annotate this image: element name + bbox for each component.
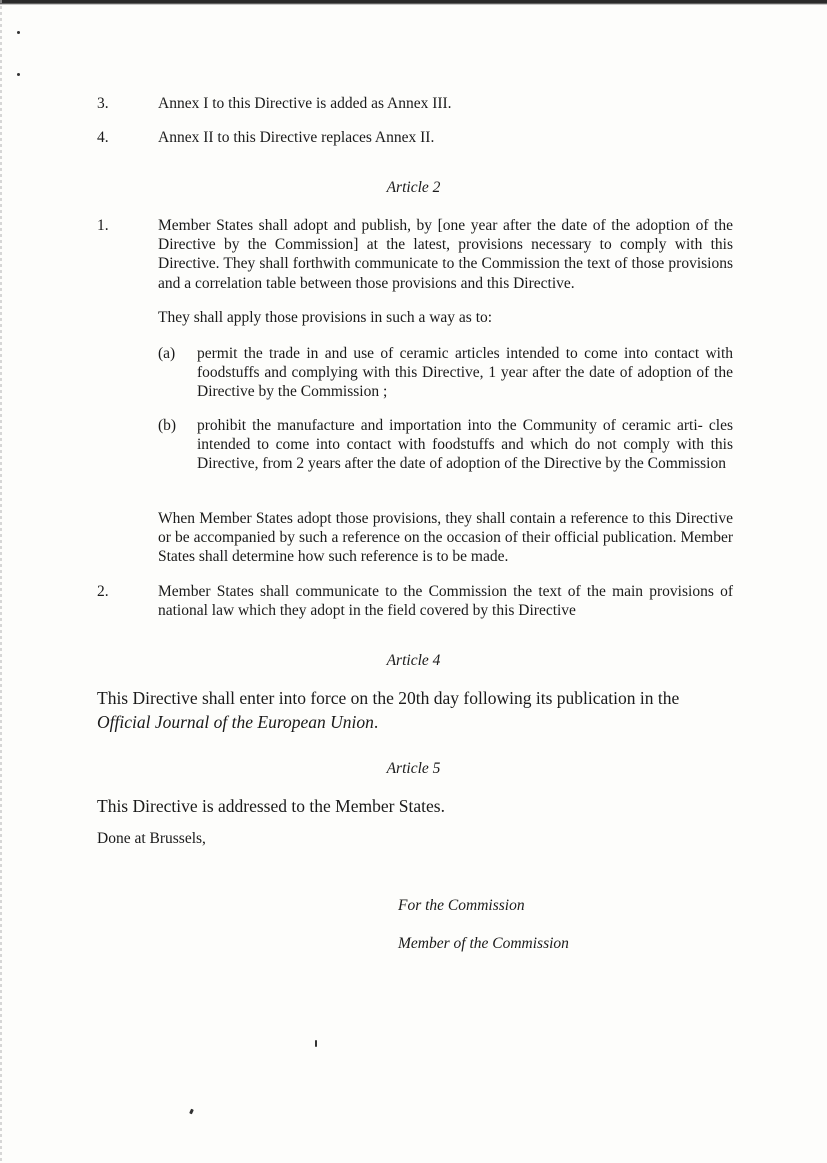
member-of-the-commission: Member of the Commission xyxy=(398,935,569,952)
entry-into-force-text: This Directive shall enter into force on the 20th day following its publication in the xyxy=(97,688,680,708)
paragraph-number: 1. xyxy=(97,217,109,234)
scan-speck xyxy=(189,1109,194,1115)
article-2-paragraph-2: Member States shall communicate to the Commission the text of the main provisions of national law which they adopt in the field covered by this Directive xyxy=(158,583,733,620)
sub-item-a-text: permit the trade in and use of ceramic articles intended to come into contact with foodstuffs and complying with this Directive, 1 year after the date of adoption of the Directive by the Commission ; xyxy=(197,345,733,401)
for-the-commission: For the Commission xyxy=(398,897,525,914)
scan-top-edge xyxy=(0,0,827,5)
article-5-heading: Article 5 xyxy=(386,760,441,777)
apply-intro: They shall apply those provisions in such a way as to: xyxy=(158,309,493,326)
scan-speck xyxy=(17,31,20,34)
article-2-heading: Article 2 xyxy=(386,179,441,196)
sub-item-label: (a) xyxy=(158,345,176,362)
sub-item-label: (b) xyxy=(158,417,177,434)
transposition-reference: When Member States adopt those provisions, they shall contain a reference to this Directive or be accompanied by such a reference on the occasion of their official publication. Member States shall determine how such reference is to be made. xyxy=(158,510,733,566)
sub-item-b-text: prohibit the manufacture and importation into the Community of ceramic arti- cles intended to come into contact with foodstuffs and which do not comply with this Directive, from 2 years after the date of adoption of the Directive by the Commission xyxy=(197,417,733,473)
done-at: Done at Brussels, xyxy=(97,830,206,847)
article-2-paragraph-1: Member States shall adopt and publish, by [one year after the date of the adoption of the Directive by the Commission] at the latest, provisions necessary to comply with this Directive. They shall forthwith communicate to the Commission the text of those provisions and a correlation table between those provisions and this Directive. xyxy=(158,217,733,292)
article-4-heading: Article 4 xyxy=(386,652,441,669)
paragraph-number: 2. xyxy=(97,583,109,600)
item-number: 3. xyxy=(97,95,109,112)
scan-speck xyxy=(315,1040,317,1047)
entry-into-force xyxy=(97,686,737,734)
addressees-statement: This Directive is addressed to the Member States. xyxy=(97,796,445,816)
scan-left-edge xyxy=(0,0,2,1163)
scan-speck xyxy=(17,73,20,76)
item-number: 4. xyxy=(97,129,109,146)
official-journal-title: Official Journal of the European Union xyxy=(97,712,374,732)
item-text: Annex I to this Directive is added as Annex III. xyxy=(158,95,452,112)
item-text: Annex II to this Directive replaces Annex II. xyxy=(158,129,435,146)
sentence-end: . xyxy=(373,712,379,732)
